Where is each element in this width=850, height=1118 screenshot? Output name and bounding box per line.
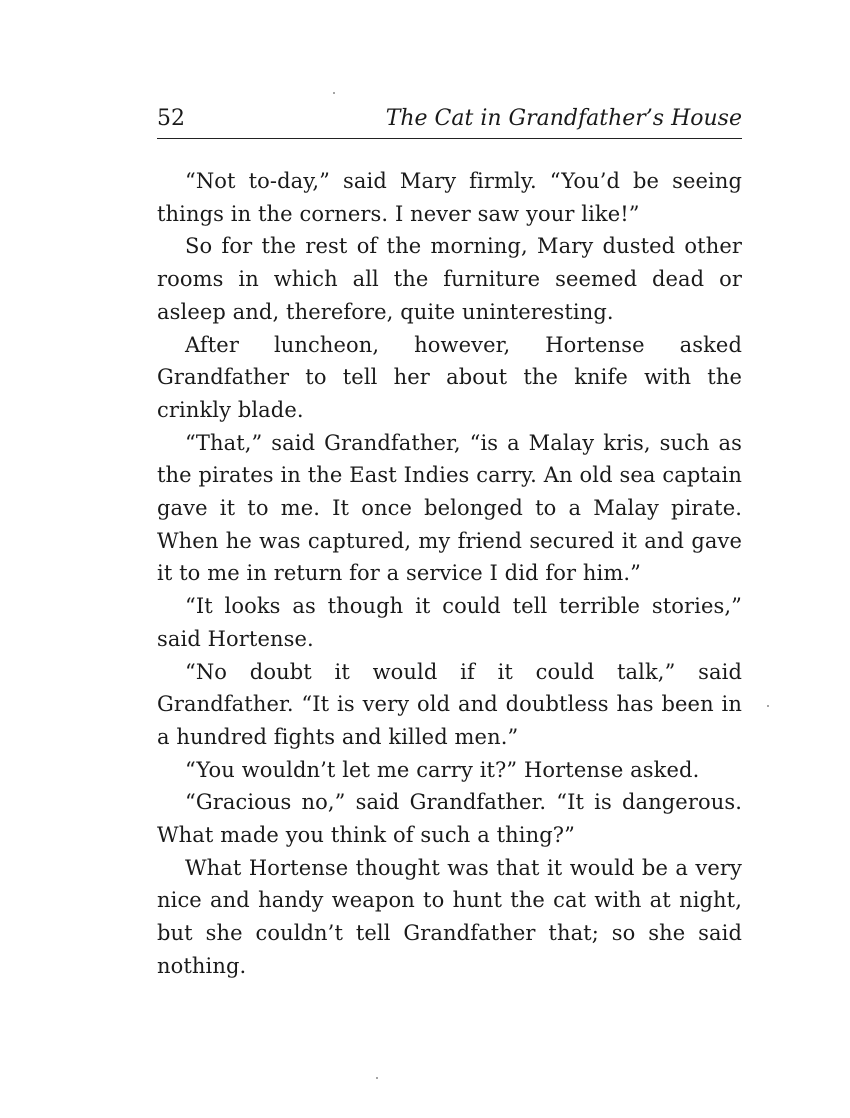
scan-speck [767, 705, 769, 707]
body-text [157, 165, 742, 983]
paragraph: “No doubt it would if it could talk,” said Grandfather. “It is very old and doubtless has been in a hundred fights and killed men.” [157, 659, 742, 749]
running-title: The Cat in Grandfather’s House [385, 106, 742, 131]
page-header [157, 104, 742, 139]
paragraph: “That,” said Grandfather, “is a Malay kris, such as the pirates in the East Indies carry. An old sea captain gave it to me. It once belonged to a Malay pirate. When he was captured, my friend secured it and gave it to me in return for a service I did for him.” [157, 430, 742, 586]
paragraph: After luncheon, however, Hortense asked Grandfather to tell her about the knife with the crinkly blade. [157, 332, 742, 422]
paragraph: “It looks as though it could tell terrible stories,” said Hortense. [157, 594, 742, 651]
paragraph: “Not to-day,” said Mary firmly. “You’d be seeing things in the corners. I never saw your like!” [157, 169, 742, 226]
scan-speck [376, 1077, 378, 1079]
paragraph: “You wouldn’t let me carry it?” Hortense asked. [185, 757, 700, 782]
page-number: 52 [157, 106, 185, 131]
paragraph: “Gracious no,” said Grandfather. “It is dangerous. What made you think of such a thing?” [157, 790, 742, 848]
scan-speck [333, 92, 335, 94]
paragraph: What Hortense thought was that it would be a very nice and handy weapon to hunt the cat with at night, but she couldn’t tell Grandfather that; so she said nothing. [157, 855, 742, 978]
paragraph: So for the rest of the morning, Mary dusted other rooms in which all the furniture seemed dead or asleep and, therefore, quite uninteresting. [157, 234, 742, 324]
